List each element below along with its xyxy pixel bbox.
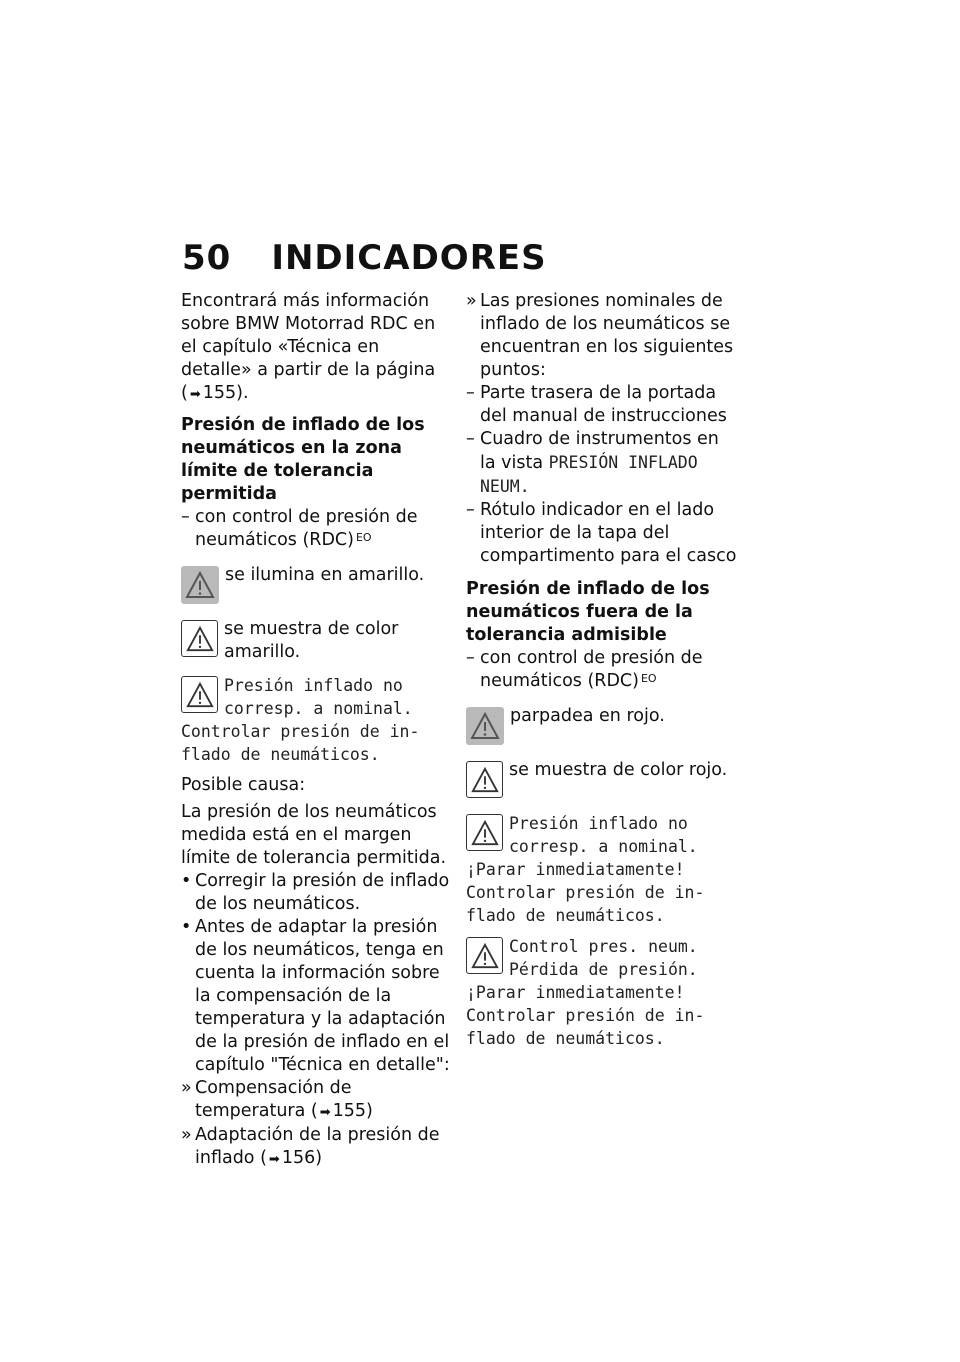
ref-arrow-mark: » bbox=[181, 1125, 192, 1145]
display-message-row bbox=[466, 812, 738, 858]
section-title-out-of-tolerance: Presión de inflado de los neumáticos fuera de la tolerancia admisible bbox=[466, 579, 710, 645]
warning-triangle-filled-icon bbox=[466, 707, 504, 745]
list-item-rdc: – con control de presión de neumáticos (RDC) $^{EO}$ bbox=[181, 507, 418, 550]
page-header bbox=[182, 238, 547, 278]
indicator-row-red-display bbox=[466, 759, 738, 798]
section-title-tolerance: Presión de inflado de los neumáticos en la zona límite de tolerancia permitida bbox=[181, 415, 425, 504]
warning-triangle-outline-icon bbox=[466, 937, 503, 974]
page-ref-arrow-icon: ➡ bbox=[319, 1105, 331, 1120]
dash-mark: – bbox=[466, 648, 475, 668]
cause-label: Posible causa: bbox=[181, 775, 306, 795]
display-message-head: Presión inflado no corresp. a nominal. bbox=[509, 814, 698, 856]
page-ref-link[interactable]: 155). bbox=[202, 383, 249, 403]
dash-mark: – bbox=[466, 383, 475, 403]
indicator-row-yellow-light bbox=[181, 564, 453, 604]
page-ref-link[interactable]: 155) bbox=[332, 1101, 373, 1121]
bullet-mark: • bbox=[181, 917, 192, 937]
indicator-row-yellow-display bbox=[181, 618, 453, 664]
indicator-text: parpadea en rojo. bbox=[510, 706, 665, 726]
bullet-item: • Antes de adaptar la presión de los neumáticos, tenga en cuenta la información sobre la compensación de la temperatura y la adaptación de la presión de inflado en el capítulo "Técnica en detalle": bbox=[181, 917, 450, 1075]
page-ref-arrow-icon: ➡ bbox=[268, 1152, 280, 1167]
bullet-mark: • bbox=[181, 871, 192, 891]
display-view-name: PRESIÓN INFLADO NEUM. bbox=[480, 453, 698, 496]
intro-paragraph: Encontrará más información sobre BMW Motorrad RDC en el capítulo «Técnica en detalle» a partir de la página ( ➡ 155). bbox=[181, 290, 453, 406]
nominal-pressure-ref: » Las presiones nominales de inflado de los neumáticos se encuentran en los siguientes puntos: bbox=[466, 291, 734, 380]
cross-ref-item: » Adaptación de la presión de inflado ( ➡ 156) bbox=[181, 1124, 453, 1171]
option-superscript: EO bbox=[640, 672, 657, 685]
indicator-text: se ilumina en amarillo. bbox=[225, 565, 425, 585]
indicator-text: se muestra de color amarillo. bbox=[224, 619, 399, 662]
page-title: INDICADORES bbox=[271, 238, 547, 278]
ref-arrow-mark: » bbox=[181, 1078, 192, 1098]
page-ref-link[interactable]: 156) bbox=[281, 1148, 323, 1168]
dash-mark: – bbox=[181, 507, 190, 527]
display-message-tail: Controlar presión de in- flado de neumáticos. bbox=[181, 722, 420, 764]
dash-mark: – bbox=[466, 429, 475, 449]
warning-triangle-filled-icon bbox=[181, 566, 219, 604]
display-message-tail: ¡Parar inmediatamente! Controlar presión de in- flado de neumáticos. bbox=[466, 860, 705, 925]
warning-triangle-outline-icon bbox=[466, 761, 503, 798]
cross-ref-item: » Compensación de temperatura ( ➡ 155) bbox=[181, 1077, 453, 1124]
page-ref-arrow-icon: ➡ bbox=[189, 387, 201, 402]
option-superscript: EO bbox=[355, 531, 372, 544]
warning-triangle-outline-icon bbox=[181, 676, 218, 713]
cause-text: La presión de los neumáticos medida está en el margen límite de tolerancia permitida. bbox=[181, 802, 447, 868]
bullet-item: • Corregir la presión de inflado de los neumáticos. bbox=[181, 871, 450, 914]
display-message-tail: ¡Parar inmediatamente! Controlar presión de in- flado de neumáticos. bbox=[466, 983, 705, 1048]
warning-triangle-outline-icon bbox=[181, 620, 218, 657]
list-item-point: – Parte trasera de la portada del manual de instrucciones bbox=[466, 383, 727, 426]
dash-mark: – bbox=[466, 500, 475, 520]
indicator-text: se muestra de color rojo. bbox=[509, 760, 728, 780]
display-message-row bbox=[466, 935, 738, 981]
list-item-point: – Rótulo indicador en el lado interior de la tapa del compartimento para el casco bbox=[466, 500, 737, 566]
right-column bbox=[466, 290, 738, 1050]
page-number: 50 bbox=[182, 238, 232, 278]
list-item-point: – Cuadro de instrumentos en la vista PRESIÓN INFLADO NEUM. bbox=[466, 429, 719, 496]
display-message-head: Presión inflado no corresp. a nominal. bbox=[224, 676, 413, 718]
display-message-head: Control pres. neum. Pérdida de presión. bbox=[509, 937, 698, 979]
indicator-row-red-light bbox=[466, 705, 738, 745]
display-message-row bbox=[181, 674, 453, 720]
left-column bbox=[181, 290, 453, 1171]
ref-arrow-mark: » bbox=[466, 291, 477, 311]
warning-triangle-outline-icon bbox=[466, 814, 503, 851]
list-item-rdc: – con control de presión de neumáticos (RDC) $^{EO}$ bbox=[466, 648, 703, 691]
